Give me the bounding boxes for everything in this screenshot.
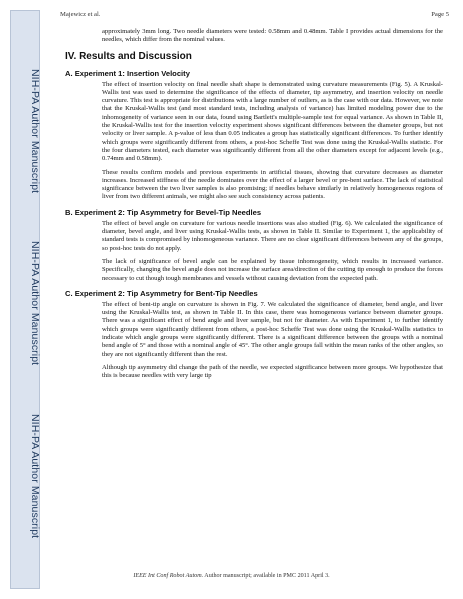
intro-paragraph: approximately 3mm long. Two needle diameters were tested: 0.58mm and 0.48mm. Table I provides actual dimensions for the needles, which differ from the nominal values.	[102, 28, 443, 44]
subsection-heading-exp2-bevel: B. Experiment 2: Tip Asymmetry for Bevel-Tip Needles	[65, 207, 262, 217]
nih-manuscript-sidebar	[10, 10, 40, 589]
sidebar-label: NIH-PA Author Manuscript	[29, 241, 41, 366]
page-footer	[0, 573, 463, 579]
footer-journal: IEEE Int Conf Robot Autom.	[133, 573, 204, 579]
sidebar-label: NIH-PA Author Manuscript	[29, 414, 41, 539]
article-body	[65, 28, 443, 381]
exp1-paragraph-1: The effect of insertion velocity on final needle shaft shape is demonstrated using curvature measurements (Fig. 5). A Kruskal-Wallis test was used to determine the significance of the effects of diameter, tip asymmetry, and insertion velocity on needle curvature. This test is appropriate for distributions with a large number of outliers, as is the case with our data. However, we note that the Kruskal-Wallis test (and most standard tests, including analysis of variance) has limited modeling power due to the inhomogeneity of variance seen in our data, found using Bartlett's multiple-sample test for equal variance. As shown in Table II, the Kruskal-Wallis test for the insertion velocity experiment shows significant differences between the diameter groups, but not velocity or liver sample. A p-value of less than 0.05 indicates a group has statistically significant differences. To further identify which groups were significantly different from others, a post-hoc Scheffe Test was done using the Kruskal-Wallis statistic. For the four diameters tested, each diameter was significantly different from all the other diameters except for adjacent levels (e.g., 0.74mm and 0.58mm).	[102, 80, 443, 163]
exp2-bent-paragraph-2: Although tip asymmetry did change the path of the needle, we expected significance between more groups. We hypothesize that this is because needles with very large tip	[102, 363, 443, 380]
page-number: Page 5	[431, 11, 449, 18]
exp1-paragraph-2: These results confirm models and previous experiments in artificial tissues, showing that curvature decreases as diameter increases. Increased stiffness of the needle dominates over the effect of a larger bevel or pre-bent surface. The lack of statistical significance between the two liver samples is also promising; if needles behave similarly in relatively homogeneous regions of liver from two different animals, we might also see such consistency across patients.	[102, 168, 443, 201]
exp2-bevel-paragraph-2: The lack of significance of bevel angle can be explained by tissue inhomogeneity, which results in increased variance. Specifically, changing the bevel angle does not increase the surface area/direction of the cutting tip enough to produce the forces necessary to cut though tough membranes and vessels without causing deviation from the expected path.	[102, 257, 443, 282]
subsection-heading-exp2-bent: C. Experiment 2: Tip Asymmetry for Bent-Tip Needles	[65, 288, 258, 298]
subsection-heading-exp1: A. Experiment 1: Insertion Velocity	[65, 68, 190, 78]
sidebar-label: NIH-PA Author Manuscript	[29, 69, 41, 194]
running-header-author: Majewicz et al.	[60, 11, 101, 18]
exp2-bent-paragraph-1: The effect of bent-tip angle on curvature is shown in Fig. 7. We calculated the significance of diameter, bend angle, and liver using the Kruskal-Wallis test, as shown in Table II. In this case, there was homogeneous variance between diameter groups. There was a significant effect of bend angle and liver sample, but not for diameter. As with Experiment 1, to further identify which groups were significantly different from others, a post-hoc Scheffe Test was done using the Kruskal-Wallis statistics to indicate which angle groups were significantly different. There is a significant difference between the groups with a nominal bend angle of 5° and those with a nominal angle of 45°. The other angle groups fall within the mean ranks of the other angles, so they are not significantly different than the rest.	[102, 300, 443, 358]
footer-availability: Author manuscript; available in PMC 2011 April 3.	[203, 573, 330, 579]
section-heading: IV. Results and Discussion	[65, 50, 192, 62]
exp2-bevel-paragraph-1: The effect of bevel angle on curvature for various needle insertions was also studied (Fig. 6). We calculated the significance of diameter, bevel angle, and liver using Kruskal-Wallis tests, as shown in Table II. Similar to Experiment 1, the applicability of standard tests is compromised by inhomogeneous variance. There are no clear significant differences between any of the groups, so post-hoc tests do not apply.	[102, 219, 443, 252]
